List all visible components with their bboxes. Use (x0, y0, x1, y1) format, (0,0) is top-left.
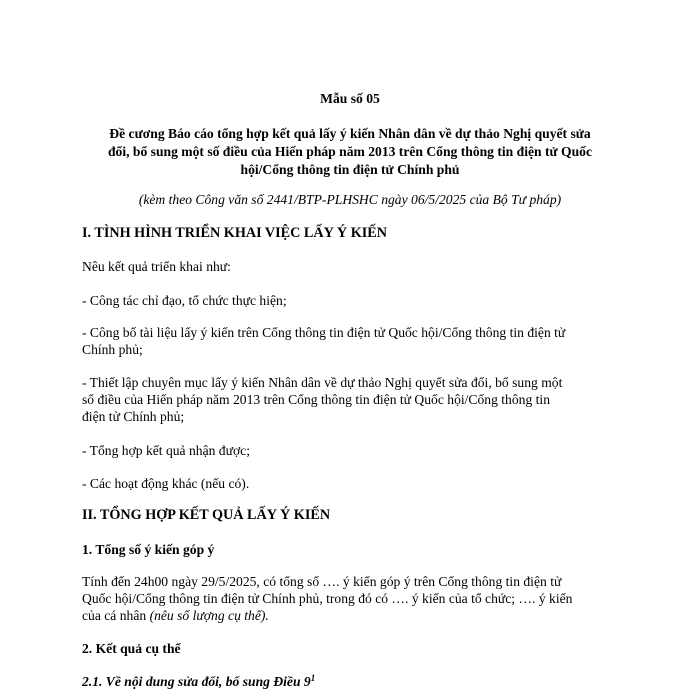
subsection-1-line-3-text: của cá nhân (82, 608, 150, 623)
title-line-3: hội/Cổng thông tin điện tử Chính phủ (240, 162, 460, 177)
subsection-1-line-2: Quốc hội/Cổng thông tin điện tử Chính phủ, trong đó có …. ý kiến của tổ chức; …. ý kiến (82, 591, 573, 606)
subsection-1-line-1: Tính đến 24h00 ngày 29/5/2025, có tổng số …. ý kiến góp ý trên Cổng thông tin điện tử (82, 574, 562, 589)
subsection-2-heading: 2. Kết quả cụ thể (82, 641, 181, 656)
attachment-note: (kèm theo Công văn số 2441/BTP-PLHSHC ngày 06/5/2025 của Bộ Tư pháp) (138, 192, 562, 207)
title-line-1: Đề cương Báo cáo tổng hợp kết quả lấy ý kiến Nhân dân về dự thảo Nghị quyết sửa (109, 126, 591, 141)
footnote-marker[interactable]: 1 (310, 673, 316, 683)
list-item-3-line-1: - Thiết lập chuyên mục lấy ý kiến Nhân dân về dự thảo Nghị quyết sửa đổi, bổ sung một (82, 375, 563, 390)
section-1-heading: I. TÌNH HÌNH TRIỂN KHAI VIỆC LẤY Ý KIẾN (82, 225, 387, 241)
title-line-2: đổi, bổ sung một số điều của Hiến pháp năm 2013 trên Cổng thông tin điện tử Quốc (107, 144, 593, 159)
subsection-1-italic-note: (nêu số lượng cụ thể). (149, 608, 269, 623)
list-item-4: - Tổng hợp kết quả nhận được; (82, 443, 250, 458)
subsection-1-line-3 (82, 607, 269, 624)
form-number: Mẫu số 05 (320, 91, 380, 106)
subsection-2-1-text: 2.1. Về nội dung sửa đổi, bổ sung Điều 9 (82, 674, 311, 689)
subsection-1-heading: 1. Tổng số ý kiến góp ý (82, 542, 215, 557)
list-item-3-line-3: điện tử Chính phủ; (82, 409, 185, 424)
list-item-2-line-2: Chính phủ; (82, 342, 143, 357)
list-item-2-line-1: - Công bố tài liệu lấy ý kiến trên Cổng thông tin điện tử Quốc hội/Cổng thông tin điện tử (82, 325, 566, 340)
list-item-3-line-2: số điều của Hiến pháp năm 2013 trên Cổng thông tin điện tử Quốc hội/Cổng thông tin (82, 392, 550, 407)
section-1-intro: Nêu kết quả triển khai như: (82, 259, 231, 274)
list-item-5: - Các hoạt động khác (nếu có). (82, 476, 250, 491)
section-2-heading: II. TỔNG HỢP KẾT QUẢ LẤY Ý KIẾN (82, 507, 331, 523)
subsection-2-1-heading (82, 673, 315, 690)
list-item-1: - Công tác chỉ đạo, tổ chức thực hiện; (82, 293, 287, 308)
